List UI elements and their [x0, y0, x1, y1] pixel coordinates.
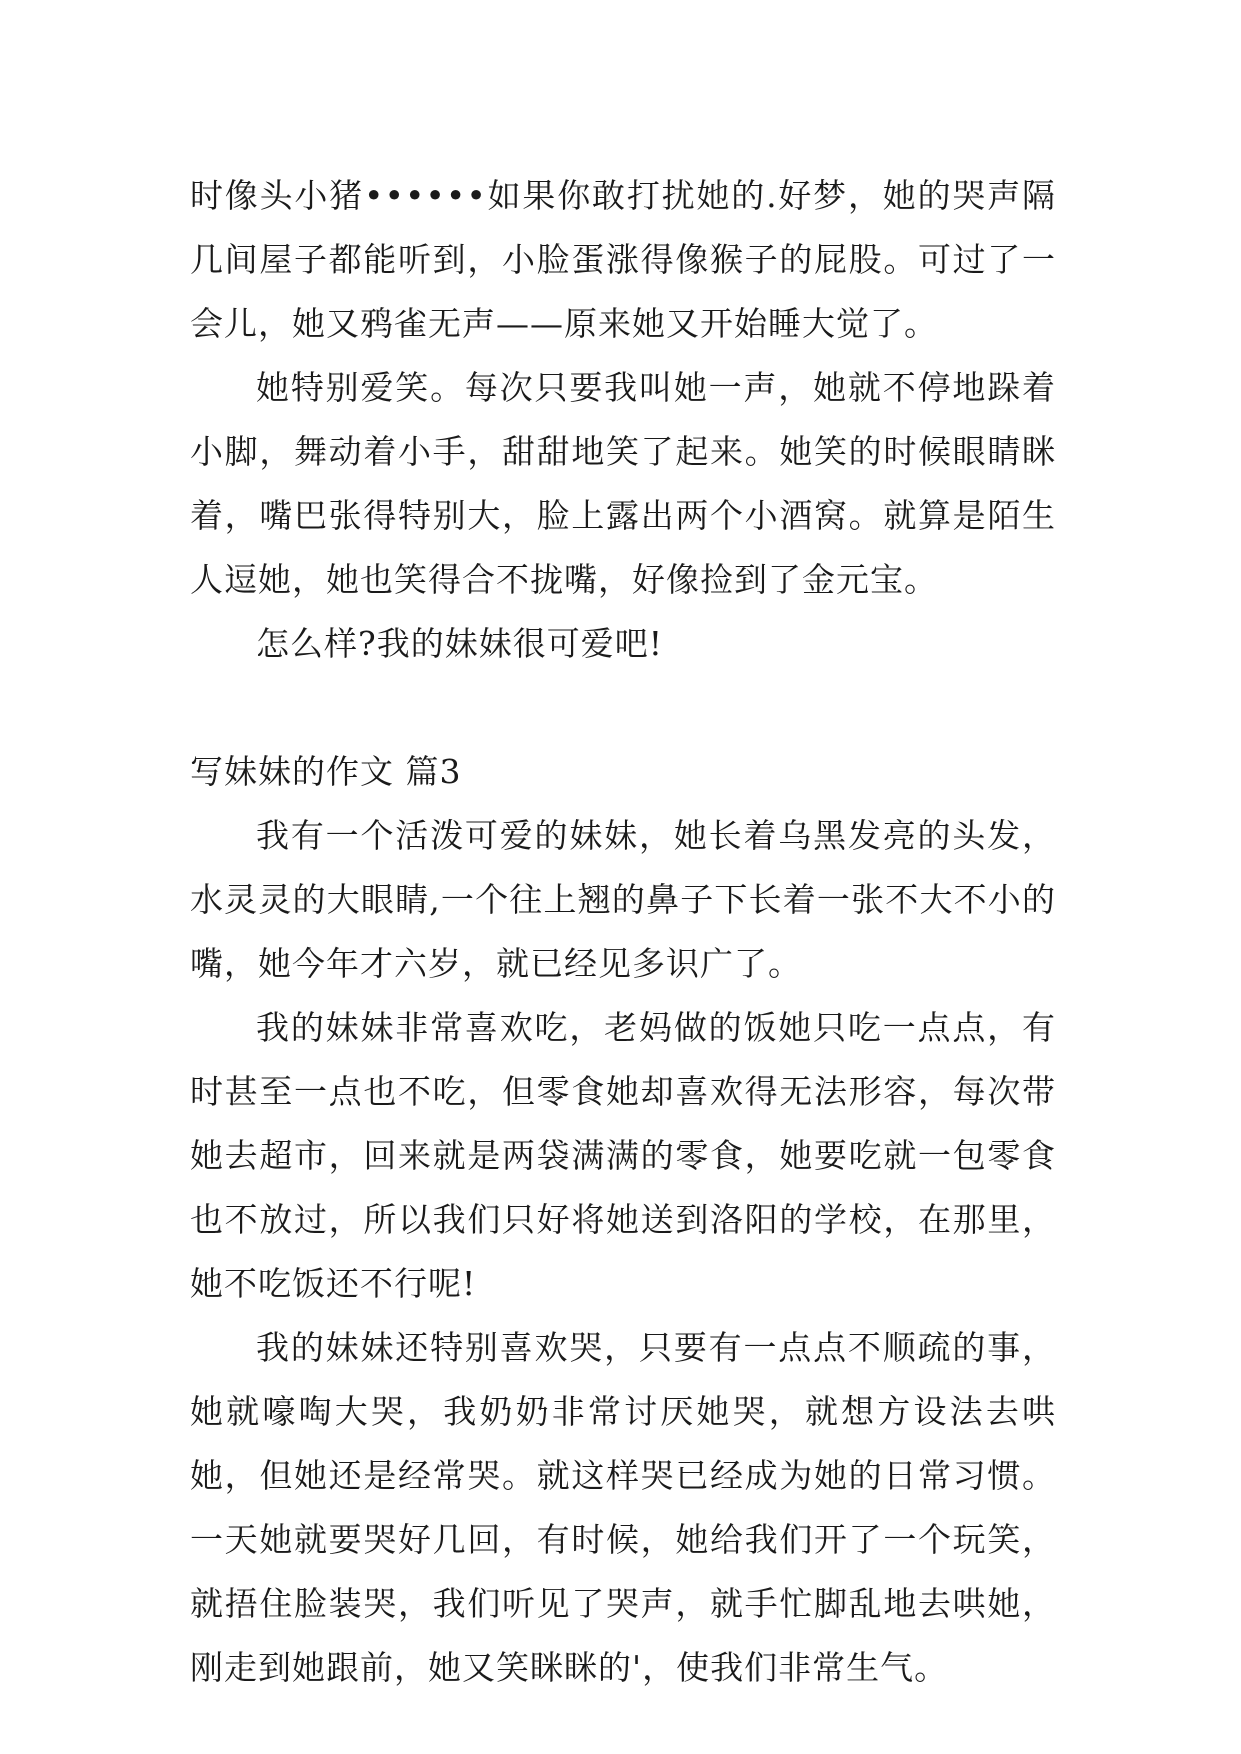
- paragraph-continued: 时像头小猪••••••如果你敢打扰她的.好梦，她的哭声隔几间屋子都能听到，小脸蛋涨得像猴子的屁股。可过了一会儿，她又鸦雀无声——原来她又开始睡大觉了。: [190, 176, 1056, 343]
- paragraph: 我的妹妹还特别喜欢哭，只要有一点点不顺疏的事，她就嚎啕大哭，我奶奶非常讨厌她哭，就想方设法去哄她，但她还是经常哭。就这样哭已经成为她的日常习惯。一天她就要哭好几回，有时候，她给我们开了一个玩笑，就捂住脸装哭，我们听见了哭声，就手忙脚乱地去哄她，刚走到她跟前，她又笑眯眯的'，使我们非常生气。: [190, 1328, 1056, 1687]
- paragraph: 我有一个活泼可爱的妹妹，她长着乌黑发亮的头发，水灵灵的大眼睛,一个往上翘的鼻子下长着一张不大不小的嘴，她今年才六岁，就已经见多识广了。: [190, 816, 1056, 983]
- document-body: [190, 164, 1056, 1700]
- paragraph: 怎么样?我的妹妹很可爱吧!: [256, 624, 663, 663]
- paragraph: 她特别爱笑。每次只要我叫她一声，她就不停地跺着小脚，舞动着小手，甜甜地笑了起来。她笑的时候眼睛眯着，嘴巴张得特别大，脸上露出两个小酒窝。就算是陌生人逗她，她也笑得合不拢嘴，好像捡到了金元宝。: [190, 368, 1056, 599]
- section-heading: 写妹妹的作文 篇3: [190, 752, 462, 791]
- paragraph: 我的妹妹非常喜欢吃，老妈做的饭她只吃一点点，有时甚至一点也不吃，但零食她却喜欢得无法形容，每次带她去超市，回来就是两袋满满的零食，她要吃就一包零食也不放过，所以我们只好将她送到洛阳的学校，在那里，她不吃饭还不行呢!: [190, 1008, 1056, 1303]
